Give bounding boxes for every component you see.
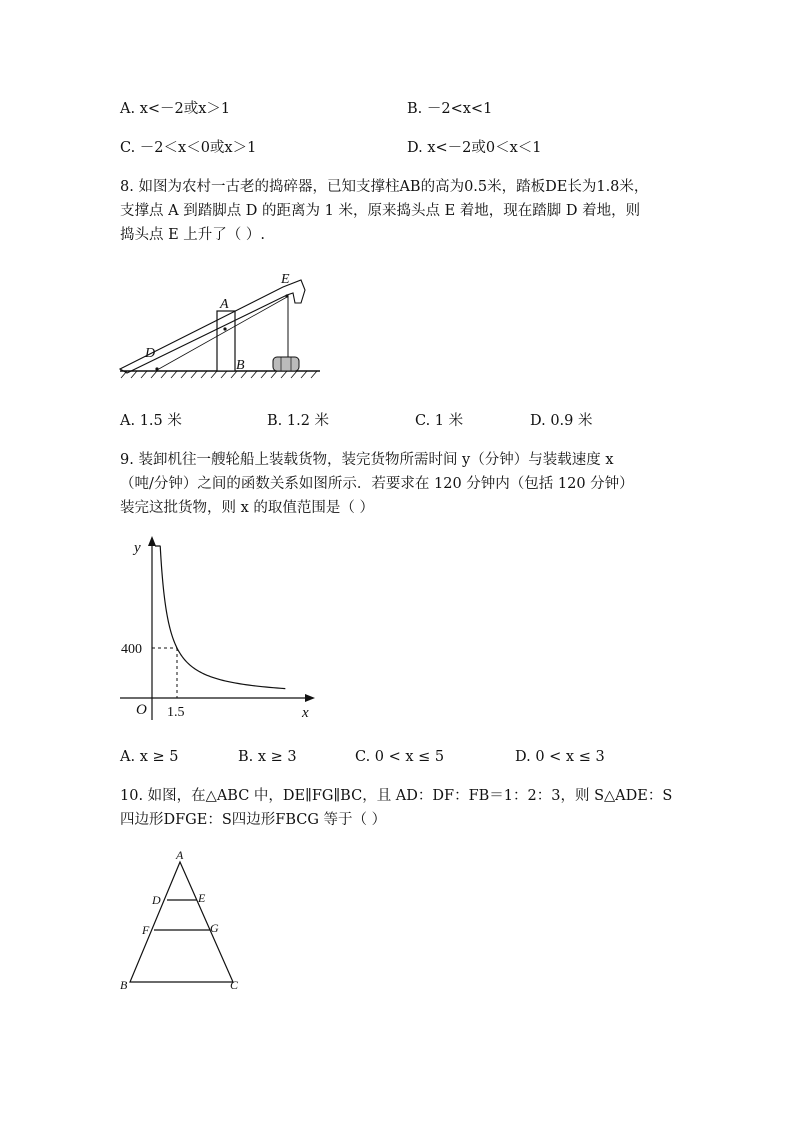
- q10-label-e: E: [198, 891, 206, 905]
- q9-curve: [155, 546, 285, 689]
- q9-y-axis-arrow: [148, 536, 156, 546]
- q8-point-a: [223, 327, 226, 330]
- q9-y-tick-400: 400: [121, 642, 142, 657]
- q10-label-g: G: [210, 921, 219, 935]
- q9-x-axis-arrow: [305, 694, 315, 702]
- q10-text-line2: 四边形DFGE：S四边形FBCG 等于（ ）: [120, 812, 387, 828]
- q8-label-d: D: [145, 346, 156, 361]
- q9-text-line2: （吨/分钟）之间的函数关系如图所示．若要求在 120 分钟内（包括 120 分钟）: [120, 476, 634, 492]
- q9-x-tick-1-5: 1.5: [167, 705, 185, 720]
- q8-option-d: D. 0.9 米: [530, 413, 593, 429]
- q8-label-e: E: [281, 272, 290, 287]
- q7-option-b: B. －2<x<1: [407, 101, 493, 117]
- q8-text-line1: 8. 如图为农村一古老的捣碎器，已知支撑柱AB的高为0.5米，踏板DE长为1.8米，: [120, 179, 649, 195]
- q9-text-line1: 9. 装卸机往一艘轮船上装载货物，装完货物所需时间 y（分钟）与装载速度 x: [120, 452, 614, 468]
- q8-option-a: A. 1.5 米: [120, 413, 182, 429]
- q8-point-d: [155, 367, 158, 370]
- q8-text-line2: 支撑点 A 到踏脚点 D 的距离为 1 米，原来捣头点 E 着地，现在踏脚 D 着地，则: [120, 203, 641, 219]
- q10-label-a: A: [176, 848, 184, 862]
- q7-option-c: C. －2＜x＜0或x＞1: [120, 140, 257, 156]
- q7-option-a: A. x<－2或x＞1: [120, 101, 231, 117]
- q9-graph: [115, 530, 325, 725]
- q9-option-d: D. 0 < x ≤ 3: [515, 749, 605, 765]
- q9-option-b: B. x ≥ 3: [238, 749, 297, 765]
- q8-ground-hatching: [121, 371, 317, 378]
- q8-figure: [115, 265, 325, 380]
- q9-option-a: A. x ≥ 5: [120, 749, 179, 765]
- q10-text-line1: 10. 如图，在△ABC 中，DE∥FG∥BC，且 AD：DF：FB＝1：2：3，则 S△ADE：S: [120, 788, 673, 804]
- q8-label-b: B: [236, 358, 245, 373]
- q10-label-c: C: [230, 978, 239, 992]
- q9-text-line3: 装完这批货物，则 x 的取值范围是（ ）: [120, 500, 375, 516]
- q8-point-e: [285, 294, 288, 297]
- q8-support-pillar: [217, 311, 235, 371]
- q10-triangle-figure: [115, 848, 250, 993]
- q10-label-f: F: [142, 923, 150, 937]
- q8-text-line3: 捣头点 E 上升了（ ）.: [120, 227, 266, 243]
- q9-option-c: C. 0 < x ≤ 5: [355, 749, 445, 765]
- q9-x-label: x: [302, 705, 309, 721]
- q8-option-c: C. 1 米: [415, 413, 464, 429]
- q7-option-d: D. x<－2或0＜x＜1: [407, 140, 542, 156]
- q8-option-b: B. 1.2 米: [267, 413, 330, 429]
- q9-origin-label: O: [136, 702, 147, 718]
- q10-label-d: D: [152, 893, 161, 907]
- q8-stone-mortar: [273, 357, 299, 371]
- q10-label-b: B: [120, 978, 128, 992]
- q8-label-a: A: [220, 297, 229, 312]
- q9-y-label: y: [134, 540, 141, 556]
